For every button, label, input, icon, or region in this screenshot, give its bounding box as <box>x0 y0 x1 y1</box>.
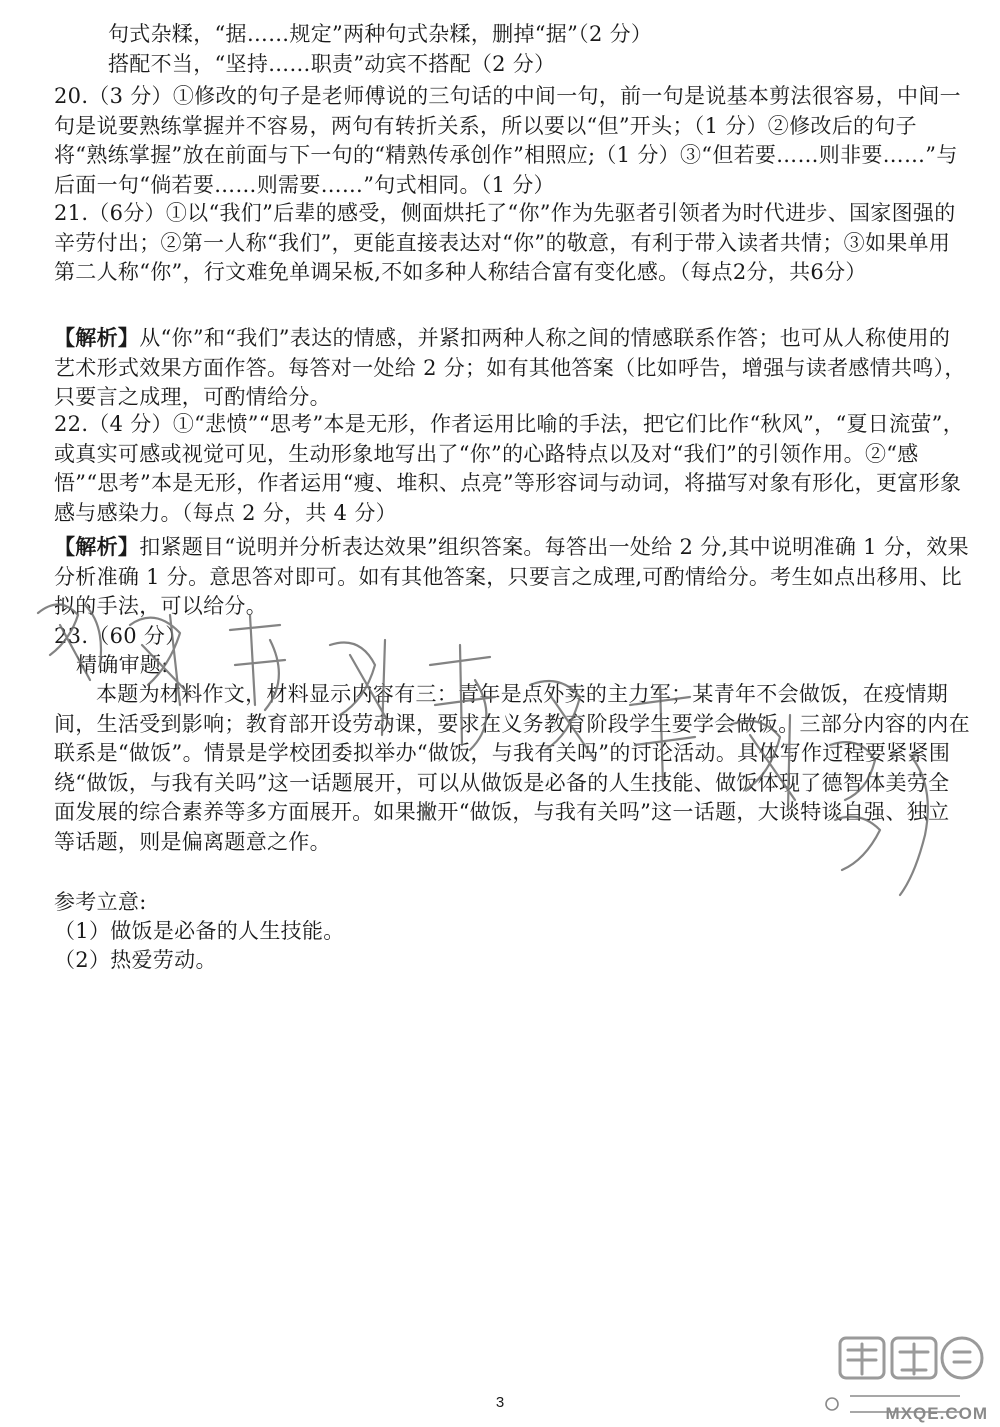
analysis-label: 【解析】 <box>54 534 140 559</box>
page-number: 3 <box>495 1394 505 1411</box>
question-23-heading: 23.（60 分） <box>54 624 187 648</box>
reference-ideas-title: 参考立意: <box>54 890 147 914</box>
question-22-analysis <box>54 532 970 622</box>
material-analysis-paragraph: 本题为材料作文，材料显示内容有三：青年是点外卖的主力军；某青年不会做饭，在疫情期间，生活受到影响；教育部开设劳动课，要求在义务教育阶段学生要学会做饭。三部分内容的内在联系是“做饭”。情景是学校团委拟举办“做饭，与我有关吗”的讨论活动。具体写作过程要紧紧围绕“做饭，与我有关吗”这一话题展开，可以从做饭是必备的人生技能、做饭体现了德智体美劳全面发展的综合素养等多方面展开。如果撇开“做饭，与我有关吗”这一话题，大谈特谈自强、独立等话题，则是偏离题意之作。 <box>54 682 970 854</box>
question-20-answer: 20.（3 分）①修改的句子是老师傅说的三句话的中间一句，前一句是说基本剪法很容易，中间一句是说要熟练掌握并不容易，两句有转折关系，所以要以“但”开头；（1 分）②修改后的句子将“熟练掌握”放在前面与下一句的“精熟传承创作”相照应;（1 分）③“但若要……则非要……”与后面一句“倘若要……则需要……”句式相同。（1 分） <box>54 84 961 197</box>
reference-idea-1: （1）做饭是必备的人生技能。 <box>54 919 345 943</box>
question-22-answer: 22.（4 分）①“悲愤”“思考”本是无形，作者运用比喻的手法，把它们比作“秋风”，“夏日流萤”，或真实可感或视觉可见，生动形象地写出了“你”的心路特点以及对“我们”的引领作用。②“感悟”“思考”本是无形，作者运用“瘦、堆积、点亮”等形容词与动词，将描写对象有形化，更富形象感与感染力。（每点 2 分，共 4 分） <box>54 412 965 525</box>
site-watermark-text: MXQE.COM <box>885 1404 988 1423</box>
answer-line-1: 句式杂糅，“据……规定”两种句式杂糅，删掉“据”（2 分） <box>108 22 653 46</box>
precise-review-heading: 精确审题: <box>76 653 169 677</box>
analysis-label: 【解析】 <box>54 325 140 350</box>
answer-line-2: 搭配不当，“坚持……职责”动宾不搭配（2 分） <box>108 52 556 76</box>
analysis-text: 扣紧题目“说明并分析表达效果”组织答案。每答出一处给 2 分,其中说明准确 1 分，效果分析准确 1 分。意思答对即可。如有其他答案，只要言之成理,可酌情给分。考生如点出移用、比拟的手法，可以给分。 <box>54 535 969 618</box>
analysis-text: 从“你”和“我们”表达的情感，并紧扣两种人称之间的情感联系作答；也可从人称使用的艺术形式效果方面作答。每答对一处给 2 分；如有其他答案（比如呼告，增强与读者感情共鸣），只要言之成理，可酌情给分。 <box>54 326 966 409</box>
reference-idea-2: （2）热爱劳动。 <box>54 948 217 972</box>
question-21-answer: 21.（6分）①以“我们”后辈的感受，侧面烘托了“你”作为先驱者引领者为时代进步、国家图强的辛劳付出；②第一人称“我们”，更能直接表达对“你”的敬意，有利于带入读者共情；③如果单用第二人称“你”，行文难免单调呆板,不如多种人称结合富有变化感。（每点2分，共6分） <box>54 201 956 284</box>
question-21-analysis <box>54 323 970 413</box>
